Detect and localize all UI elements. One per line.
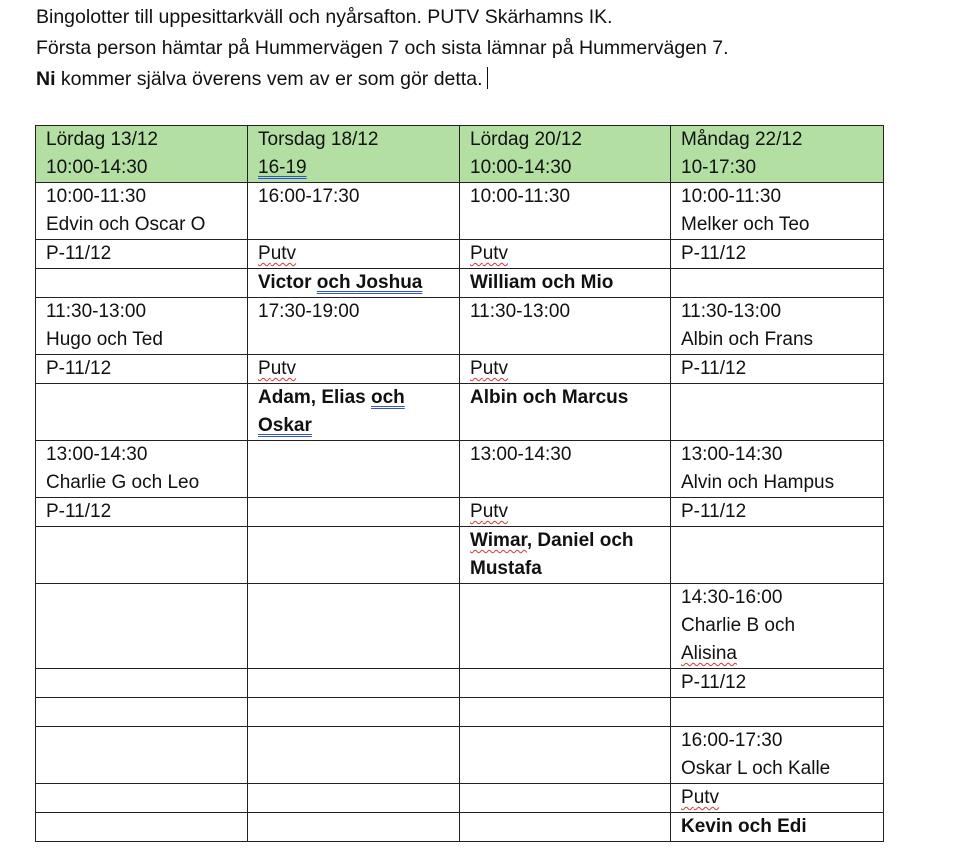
table-cell: Adam, Elias och Oskar	[248, 384, 460, 441]
table-cell	[248, 498, 460, 527]
table-cell: P-11/12	[671, 355, 884, 384]
table-cell	[460, 584, 671, 669]
table-cell: 13:00-14:30	[460, 441, 671, 498]
table-cell	[248, 584, 460, 669]
table-cell	[36, 384, 248, 441]
table-cell: 11:30-13:00 Albin och Frans	[671, 298, 884, 355]
table-cell	[671, 384, 884, 441]
table-cell: 10:00-11:30	[460, 183, 671, 240]
table-cell: 10:00-11:30 Melker och Teo	[671, 183, 884, 240]
table-row	[36, 698, 884, 727]
table-cell	[460, 727, 671, 784]
table-row	[36, 813, 884, 842]
header-cell: Måndag 22/12 10-17:30	[671, 126, 884, 183]
table-cell	[36, 727, 248, 784]
intro-line-3-text: kommer själva överens vem av er som gör detta.	[55, 68, 483, 90]
header-row	[36, 126, 884, 183]
table-cell	[36, 584, 248, 669]
table-cell: Kevin och Edi	[671, 813, 884, 842]
table-row	[36, 727, 884, 784]
table-cell: Putv	[248, 240, 460, 269]
table-cell: 11:30-13:00	[460, 298, 671, 355]
table-row	[36, 527, 884, 584]
table-cell: P-11/12	[671, 498, 884, 527]
intro-line-2: Första person hämtar på Hummervägen 7 och sista lämnar på Hummervägen 7.	[36, 37, 729, 59]
table-cell: P-11/12	[36, 240, 248, 269]
table-cell: P-11/12	[671, 240, 884, 269]
table-cell: Putv	[671, 784, 884, 813]
intro-line-3	[36, 64, 936, 95]
table-cell: 14:30-16:00 Charlie B och Alisina	[671, 584, 884, 669]
table-cell	[36, 269, 248, 298]
header-cell: Torsdag 18/12 16-19	[248, 126, 460, 183]
schedule-table	[35, 125, 884, 842]
table-cell: Putv	[460, 498, 671, 527]
table-cell	[248, 441, 460, 498]
table-row	[36, 355, 884, 384]
table-row	[36, 384, 884, 441]
table-cell: William och Mio	[460, 269, 671, 298]
table-cell: P-11/12	[36, 498, 248, 527]
table-cell: Putv	[248, 355, 460, 384]
table-cell: 17:30-19:00	[248, 298, 460, 355]
table-cell	[36, 669, 248, 698]
table-cell: Wimar, Daniel och Mustafa	[460, 527, 671, 584]
table-cell	[460, 784, 671, 813]
table-row	[36, 441, 884, 498]
text-cursor	[487, 67, 488, 89]
table-cell	[248, 784, 460, 813]
table-cell	[248, 813, 460, 842]
table-cell	[671, 698, 884, 727]
header-cell: Lördag 13/12 10:00-14:30	[36, 126, 248, 183]
table-cell: 13:00-14:30 Alvin och Hampus	[671, 441, 884, 498]
table-cell	[460, 813, 671, 842]
table-cell: Albin och Marcus	[460, 384, 671, 441]
table-cell: Putv	[460, 240, 671, 269]
table-cell	[671, 527, 884, 584]
table-cell: Victor och Joshua	[248, 269, 460, 298]
table-cell	[248, 527, 460, 584]
intro-text	[36, 2, 936, 95]
header-cell: Lördag 20/12 10:00-14:30	[460, 126, 671, 183]
table-row	[36, 240, 884, 269]
table-cell: Putv	[460, 355, 671, 384]
table-row	[36, 183, 884, 240]
table-cell: P-11/12	[671, 669, 884, 698]
table-cell	[248, 669, 460, 698]
table-row	[36, 298, 884, 355]
table-cell: 16:00-17:30	[248, 183, 460, 240]
table-row	[36, 784, 884, 813]
table-row	[36, 669, 884, 698]
table-cell: 13:00-14:30 Charlie G och Leo	[36, 441, 248, 498]
table-cell	[460, 698, 671, 727]
table-cell	[36, 698, 248, 727]
table-cell: P-11/12	[36, 355, 248, 384]
table-cell: 10:00-11:30 Edvin och Oscar O	[36, 183, 248, 240]
table-cell	[671, 269, 884, 298]
table-cell	[36, 784, 248, 813]
table-cell	[248, 698, 460, 727]
table-cell	[460, 669, 671, 698]
table-cell: 11:30-13:00 Hugo och Ted	[36, 298, 248, 355]
table-cell	[36, 813, 248, 842]
table-row	[36, 498, 884, 527]
table-cell: 16:00-17:30 Oskar L och Kalle	[671, 727, 884, 784]
table-row	[36, 584, 884, 669]
table-cell	[248, 727, 460, 784]
intro-line-3-bold: Ni	[36, 68, 56, 90]
table-cell	[36, 527, 248, 584]
intro-line-1: Bingolotter till uppesittarkväll och nyårsafton. PUTV Skärhamns IK.	[36, 6, 613, 28]
table-row	[36, 269, 884, 298]
